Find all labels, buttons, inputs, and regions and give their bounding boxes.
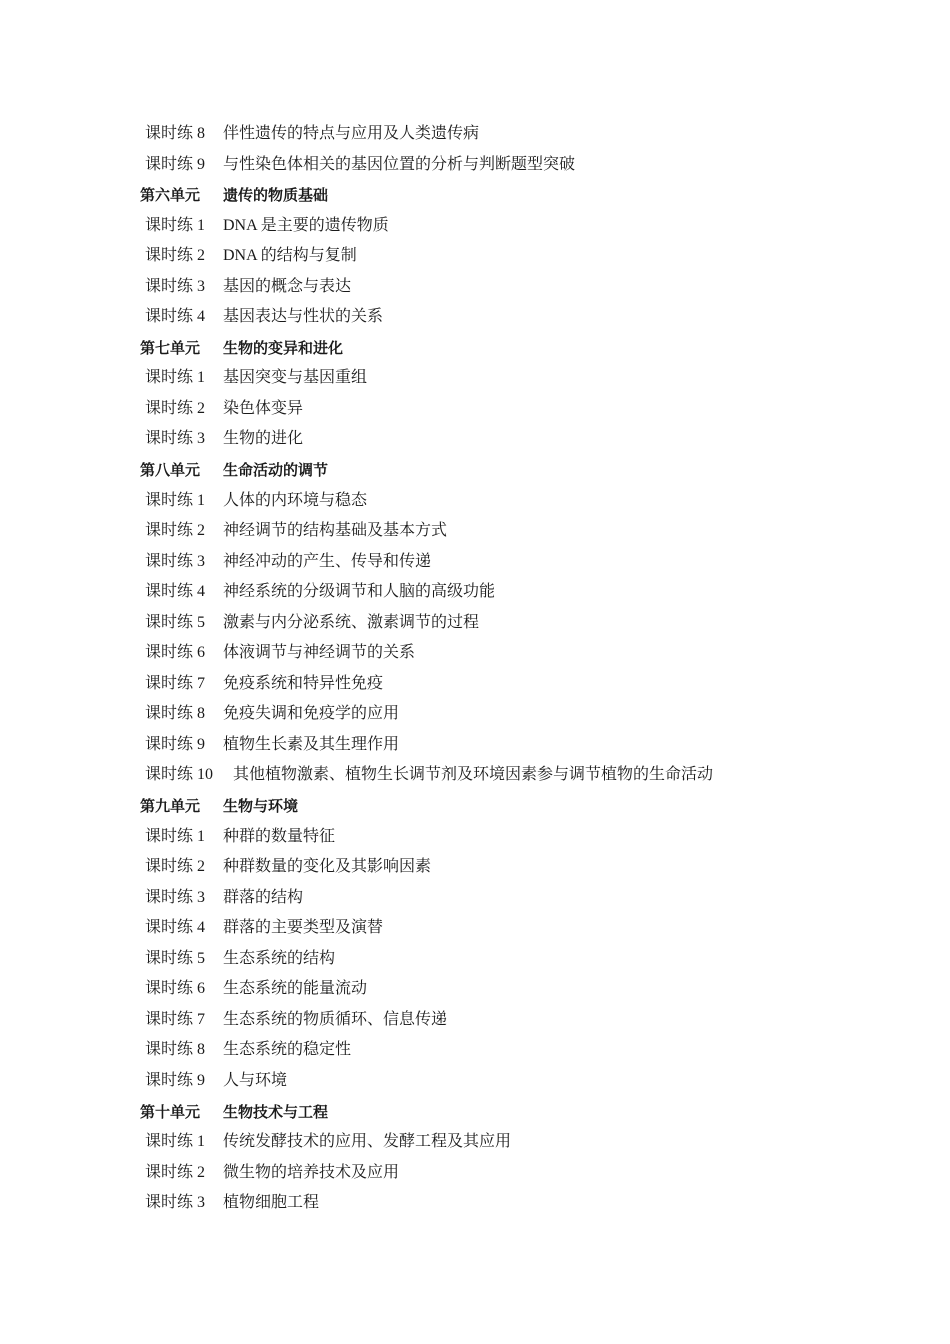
- lesson-title: DNA 的结构与复制: [223, 247, 357, 265]
- lesson-title: 其他植物激素、植物生长调节剂及环境因素参与调节植物的生命活动: [233, 766, 714, 784]
- lesson-number: 课时练 3: [145, 430, 206, 448]
- lesson-title: 与性染色体相关的基因位置的分析与判断题型突破: [223, 155, 576, 173]
- lesson-title: DNA 是主要的遗传物质: [223, 216, 389, 234]
- lesson-number: 课时练 2: [145, 247, 206, 265]
- lesson-entry: [0, 516, 950, 547]
- unit-title: 遗传的物质基础: [223, 186, 329, 205]
- lesson-entry: [0, 1066, 950, 1097]
- lesson-entry: [0, 150, 950, 181]
- lesson-number: 课时练 8: [145, 705, 206, 723]
- lesson-entry: [0, 883, 950, 914]
- lesson-number: 课时练 8: [145, 1041, 206, 1059]
- unit-number: 第九单元: [140, 797, 201, 816]
- lesson-title: 生态系统的物质循环、信息传递: [223, 1010, 448, 1028]
- lesson-number: 课时练 1: [145, 491, 206, 509]
- lesson-title: 免疫系统和特异性免疫: [223, 674, 384, 692]
- lesson-title: 生态系统的能量流动: [223, 980, 368, 998]
- lesson-number: 课时练 1: [145, 1133, 206, 1151]
- lesson-title: 群落的主要类型及演替: [223, 919, 384, 937]
- lesson-number: 课时练 7: [145, 1010, 206, 1028]
- table-of-contents: [0, 119, 950, 1219]
- lesson-title: 植物生长素及其生理作用: [223, 735, 400, 753]
- lesson-title: 基因的概念与表达: [223, 277, 352, 295]
- unit-title: 生物技术与工程: [223, 1102, 329, 1121]
- unit-number: 第六单元: [140, 186, 201, 205]
- lesson-entry: [0, 669, 950, 700]
- lesson-entry: [0, 363, 950, 394]
- lesson-title: 生物的进化: [223, 430, 304, 448]
- unit-heading: [0, 180, 950, 211]
- lesson-entry: [0, 1035, 950, 1066]
- lesson-entry: [0, 822, 950, 853]
- lesson-number: 课时练 2: [145, 399, 206, 417]
- unit-title: 生命活动的调节: [223, 461, 329, 480]
- unit-heading: [0, 1097, 950, 1128]
- lesson-number: 课时练 4: [145, 583, 206, 601]
- lesson-entry: [0, 852, 950, 883]
- lesson-number: 课时练 9: [145, 155, 206, 173]
- lesson-number: 课时练 3: [145, 277, 206, 295]
- unit-heading: [0, 333, 950, 364]
- lesson-number: 课时练 9: [145, 1071, 206, 1089]
- unit-heading: [0, 455, 950, 486]
- lesson-title: 伴性遗传的特点与应用及人类遗传病: [223, 125, 480, 142]
- lesson-title: 传统发酵技术的应用、发酵工程及其应用: [223, 1133, 512, 1151]
- lesson-entry: [0, 1158, 950, 1189]
- lesson-number: 课时练 2: [145, 858, 206, 876]
- lesson-entry: [0, 944, 950, 975]
- lesson-title: 人与环境: [223, 1071, 288, 1089]
- unit-number: 第七单元: [140, 338, 201, 357]
- lesson-entry: [0, 608, 950, 639]
- lesson-title: 神经调节的结构基础及基本方式: [223, 522, 448, 540]
- lesson-title: 神经冲动的产生、传导和传递: [223, 552, 432, 570]
- unit-title: 生物与环境: [223, 797, 299, 816]
- lesson-entry: [0, 302, 950, 333]
- lesson-title: 基因突变与基因重组: [223, 369, 368, 387]
- lesson-entry: [0, 424, 950, 455]
- unit-title: 生物的变异和进化: [223, 338, 344, 357]
- lesson-entry: [0, 913, 950, 944]
- lesson-entry: [0, 486, 950, 517]
- lesson-number: 课时练 5: [145, 949, 206, 967]
- lesson-number: 课时练 5: [145, 613, 206, 631]
- lesson-entry: [0, 394, 950, 425]
- lesson-title: 基因表达与性状的关系: [223, 308, 384, 326]
- unit-heading: [0, 791, 950, 822]
- lesson-number: 课时练 3: [145, 552, 206, 570]
- unit-number: 第十单元: [140, 1102, 201, 1121]
- lesson-entry: [0, 547, 950, 578]
- lesson-number: 课时练 1: [145, 216, 206, 234]
- lesson-entry: [0, 1005, 950, 1036]
- lesson-number: 课时练 1: [145, 369, 206, 387]
- lesson-entry: [0, 211, 950, 242]
- lesson-entry: [0, 241, 950, 272]
- lesson-title: 种群的数量特征: [223, 827, 336, 845]
- lesson-title: 生态系统的结构: [223, 949, 336, 967]
- lesson-number: 课时练 4: [145, 919, 206, 937]
- lesson-title: 微生物的培养技术及应用: [223, 1163, 400, 1181]
- lesson-entry: [0, 760, 950, 791]
- lesson-number: 课时练 3: [145, 1194, 206, 1212]
- lesson-number: 课时练 4: [145, 308, 206, 326]
- lesson-entry: [0, 1188, 950, 1219]
- lesson-title: 生态系统的稳定性: [223, 1041, 352, 1059]
- lesson-entry: [0, 974, 950, 1005]
- lesson-number: 课时练 10: [145, 766, 214, 784]
- lesson-title: 染色体变异: [223, 399, 304, 417]
- lesson-title: 人体的内环境与稳态: [223, 491, 368, 509]
- lesson-title: 激素与内分泌系统、激素调节的过程: [223, 613, 480, 631]
- lesson-entry: [0, 730, 950, 761]
- lesson-title: 神经系统的分级调节和人脑的高级功能: [223, 583, 496, 601]
- lesson-number: 课时练 1: [145, 827, 206, 845]
- lesson-number: 课时练 6: [145, 980, 206, 998]
- lesson-title: 种群数量的变化及其影响因素: [223, 858, 432, 876]
- lesson-number: 课时练 6: [145, 644, 206, 662]
- lesson-entry: [0, 119, 950, 150]
- lesson-title: 植物细胞工程: [223, 1194, 320, 1212]
- lesson-entry: [0, 272, 950, 303]
- lesson-number: 课时练 3: [145, 888, 206, 906]
- lesson-number: 课时练 7: [145, 674, 206, 692]
- lesson-entry: [0, 577, 950, 608]
- lesson-number: 课时练 2: [145, 1163, 206, 1181]
- lesson-title: 群落的结构: [223, 888, 304, 906]
- lesson-title: 体液调节与神经调节的关系: [223, 644, 416, 662]
- lesson-entry: [0, 638, 950, 669]
- lesson-number: 课时练 8: [145, 125, 206, 142]
- lesson-number: 课时练 9: [145, 735, 206, 753]
- lesson-entry: [0, 1127, 950, 1158]
- lesson-number: 课时练 2: [145, 522, 206, 540]
- lesson-title: 免疫失调和免疫学的应用: [223, 705, 400, 723]
- unit-number: 第八单元: [140, 461, 201, 480]
- lesson-entry: [0, 699, 950, 730]
